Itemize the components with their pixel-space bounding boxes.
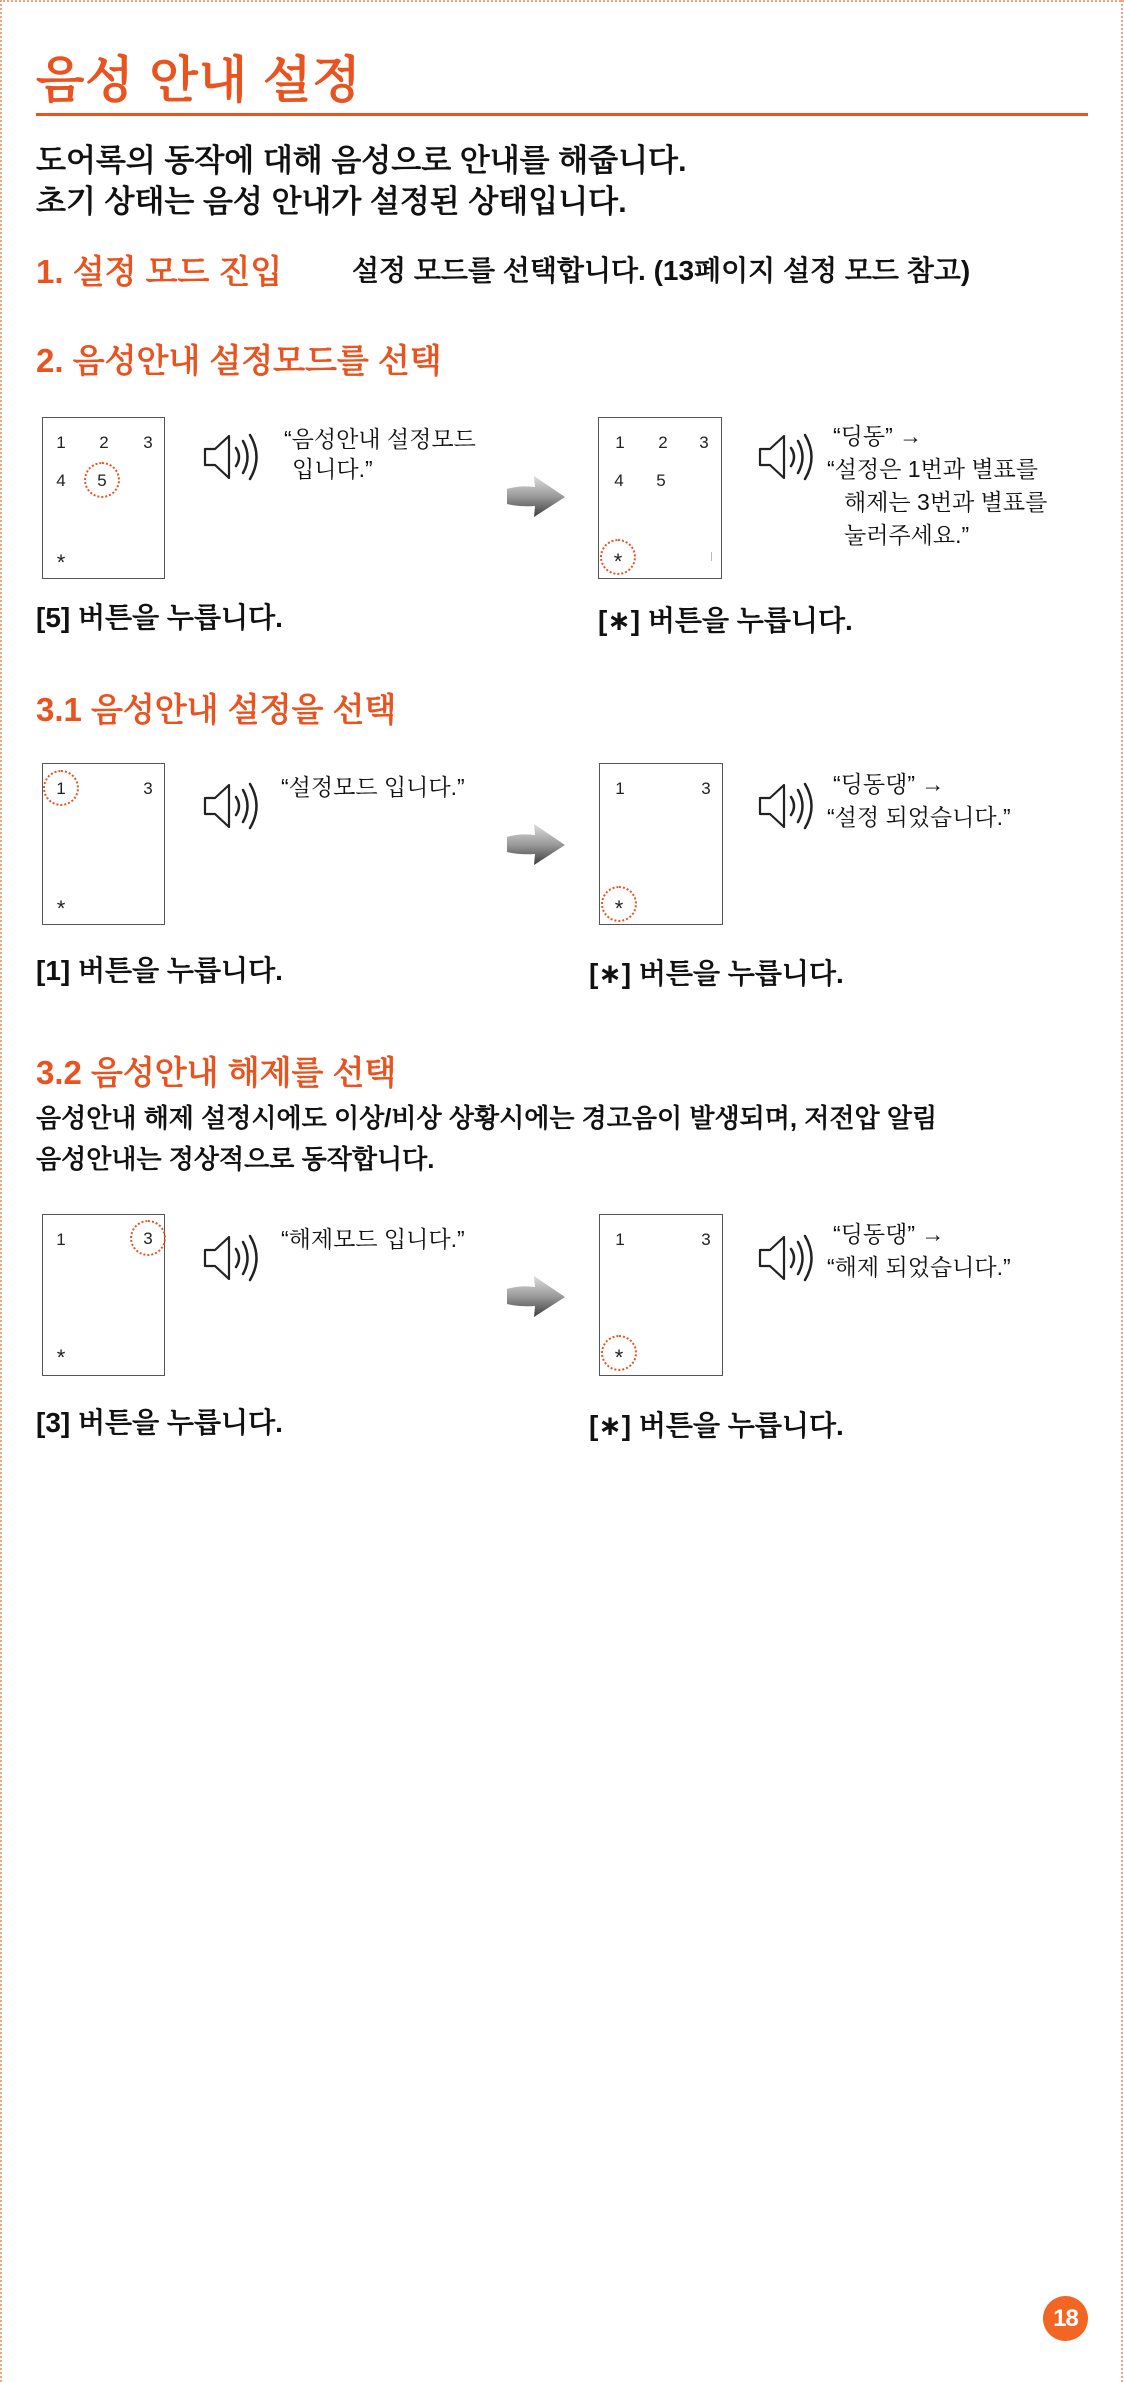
keypad-key: 5 [656,470,666,490]
arrow-right-icon [505,821,567,867]
step2-heading: 2. 음성안내 설정모드를 선택 [36,342,442,379]
speaker-icon [757,432,824,482]
page-number-badge: 18 [1043,2296,1088,2341]
keypad-key: 5 [84,462,120,498]
keypad-key: 3 [143,432,153,452]
intro-line: 초기 상태는 음성 안내가 설정된 상태입니다. [36,184,627,219]
keypad-key: 1 [56,432,66,452]
step3-2-note [36,1098,937,1180]
keypad-key: 3 [701,778,711,798]
step1-description: 설정 모드를 선택합니다. (13페이지 설정 모드 참고) [352,255,971,286]
keypad-star-key: * [56,895,66,921]
instruction-text: [∗] 버튼을 누릅니다. [589,958,844,989]
keypad-key: 4 [56,470,66,490]
keypad-mark [711,552,712,561]
speaker-icon [202,432,269,482]
step3-1-heading: 3.1 음성안내 설정을 선택 [36,691,397,728]
speaker-icon [757,1233,824,1283]
keypad-illustration [42,417,165,579]
keypad-star-key: * [56,549,66,575]
voice-line: “딩동” → [833,423,923,449]
voice-line: “설정 되었습니다.” [827,804,1011,830]
keypad-key: 1 [615,432,625,452]
voice-line: “설정은 1번과 별표를 [827,456,1038,482]
keypad-illustration [42,1214,165,1376]
dotted-border-left [0,0,2,2382]
intro-text [36,140,687,222]
voice-message [827,768,1011,834]
arrow-right-icon [505,1273,567,1319]
speaker-icon [202,781,269,831]
keypad-key: 3 [143,778,153,798]
dotted-border-right [1121,0,1123,2382]
speaker-icon [202,1233,269,1283]
voice-line: “딩동댕” → [833,771,945,797]
arrow-right-icon [505,473,567,519]
keypad-key: 1 [615,1229,625,1249]
voice-line: “해제모드 입니다.” [281,1226,465,1252]
voice-line: 해제는 3번과 별표를 [844,489,1048,515]
voice-message [827,420,1047,552]
intro-line: 도어록의 동작에 대해 음성으로 안내를 해줍니다. [36,143,687,178]
keypad-star-key: * [601,1335,637,1371]
note-line: 음성안내는 정상적으로 동작합니다. [36,1144,435,1174]
keypad-key: 1 [43,770,79,806]
keypad-key: 3 [701,1229,711,1249]
voice-line: 눌러주세요.” [844,522,970,548]
keypad-key: 3 [130,1220,166,1256]
keypad-star-key: * [601,886,637,922]
page-title: 음성 안내 설정 [36,52,362,108]
voice-message [827,1218,1011,1284]
instruction-text: [5] 버튼을 누릅니다. [36,602,283,633]
keypad-illustration [599,1214,723,1376]
instruction-text: [∗] 버튼을 누릅니다. [598,605,853,636]
voice-message [284,424,476,484]
keypad-star-key: * [56,1344,66,1370]
instruction-text: [1] 버튼을 누릅니다. [36,955,283,986]
title-underline [36,113,1088,116]
keypad-key: 1 [56,1229,66,1249]
keypad-key: 1 [615,778,625,798]
keypad-illustration [42,763,165,925]
note-line: 음성안내 해제 설정시에도 이상/비상 상황시에는 경고음이 발생되며, 저전압 알림 [36,1103,938,1133]
step1-heading: 1. 설정 모드 진입 [36,253,283,290]
speaker-icon [757,781,824,831]
voice-line: 입니다.” [292,456,373,482]
keypad-illustration [599,763,723,925]
keypad-illustration [598,417,722,579]
voice-line: “음성안내 설정모드 [284,426,476,452]
voice-line: “해제 되었습니다.” [827,1254,1011,1280]
voice-line: “설정모드 입니다.” [281,774,465,800]
keypad-star-key: * [600,539,636,575]
keypad-key: 4 [614,470,624,490]
instruction-text: [∗] 버튼을 누릅니다. [589,1410,844,1441]
keypad-key: 2 [658,432,668,452]
dotted-border-top [0,0,1124,2]
voice-message [281,772,465,802]
step3-2-heading: 3.2 음성안내 해제를 선택 [36,1054,397,1091]
instruction-text: [3] 버튼을 누릅니다. [36,1407,283,1438]
voice-line: “딩동댕” → [833,1221,945,1247]
keypad-key: 2 [99,432,109,452]
voice-message [281,1224,465,1254]
keypad-key: 3 [699,432,709,452]
